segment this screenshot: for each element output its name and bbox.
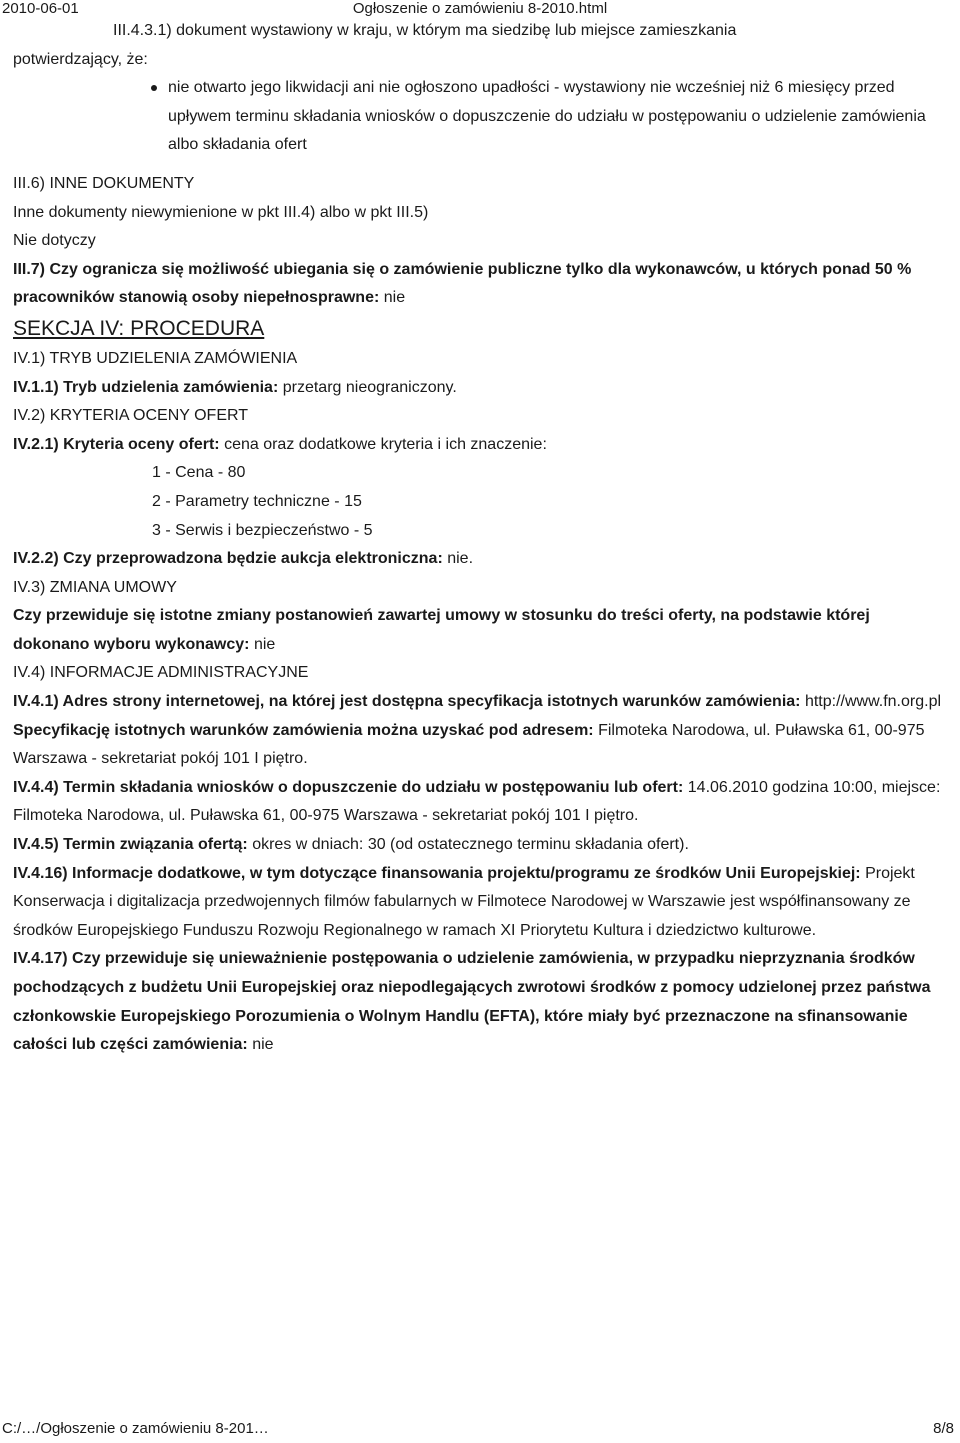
question-label: IV.2.1) Kryteria oceny ofert: xyxy=(13,435,220,453)
question-label: IV.4.4) Termin składania wniosków o dopuszczenie do udziału w postępowaniu lub ofert: xyxy=(13,778,684,796)
bullet-list xyxy=(13,74,948,160)
paragraph xyxy=(13,688,948,717)
paragraph: Inne dokumenty niewymienione w pkt III.4) albo w pkt III.5) xyxy=(13,203,429,221)
list-item: nie otwarto jego likwidacji ani nie ogłoszono upadłości - wystawiony nie wcześniej niż 6 miesięcy przed upływem terminu składania wniosków o dopuszczenie do udziału w postępowaniu o udzielenie zamówienia albo składania ofert xyxy=(168,74,948,160)
answer-value: nie xyxy=(253,635,276,653)
question-label: IV.4.1) Adres strony internetowej, na której jest dostępna specyfikacja istotnych warunków zamówienia: xyxy=(13,693,801,711)
file-path: C:/…/Ogłoszenie o zamówieniu 8-201… xyxy=(2,1420,269,1437)
paragraph: Nie dotyczy xyxy=(13,232,96,250)
answer-value: nie xyxy=(252,1036,274,1054)
answer-value: Projekt Konserwacja i digitalizacja przedwojennych filmów fabularnych w Filmotece Narodowej w Warszawie jest współfinansowany ze środków Europejskiego Funduszu Rozwoju Regionalnego w ramach XI Priorytetu Kultura i dziedzictwo kulturowe. xyxy=(13,864,915,939)
question-label: III.7) Czy ogranicza się możliwość ubiegania się o zamówienie publiczne tylko dla wykonawców, u których ponad 50 % pracowników stanowią osoby niepełnosprawne: xyxy=(13,260,912,307)
paragraph xyxy=(13,431,948,460)
print-footer xyxy=(0,1420,960,1440)
print-date: 2010-06-01 xyxy=(2,0,79,17)
answer-value: cena oraz dodatkowe kryteria i ich znaczenie: xyxy=(224,435,547,453)
answer-value: Filmoteka Narodowa, ul. Puławska 61, 00-975 Warszawa - sekretariat pokój 101 I piętro. xyxy=(13,721,925,768)
paragraph xyxy=(13,256,948,313)
question-label: IV.1.1) Tryb udzielenia zamówienia: xyxy=(13,378,279,396)
print-title: Ogłoszenie o zamówieniu 8-2010.html xyxy=(352,0,608,17)
criterion-item: 2 - Parametry techniczne - 15 xyxy=(152,492,362,510)
section-heading: IV.1) TRYB UDZIELENIA ZAMÓWIENIA xyxy=(13,349,298,367)
paragraph xyxy=(13,831,948,860)
paragraph: III.4.3.1) dokument wystawiony w kraju, w którym ma siedzibę lub miejsce zamieszkania xyxy=(113,22,737,39)
section-heading: IV.3) ZMIANA UMOWY xyxy=(13,578,177,596)
answer-value: przetarg nieograniczony. xyxy=(282,378,457,396)
question-label: Czy przewiduje się istotne zmiany postanowień zawartej umowy w stosunku do treści oferty, na podstawie której dokonano wyboru wykonawcy: xyxy=(13,607,870,653)
criterion-item: 3 - Serwis i bezpieczeństwo - 5 xyxy=(152,521,373,539)
section-heading: IV.2) KRYTERIA OCENY OFERT xyxy=(13,407,249,425)
paragraph xyxy=(13,945,948,1059)
section-heading: IV.4) INFORMACJE ADMINISTRACYJNE xyxy=(13,664,309,682)
question-label: IV.4.17) Czy przewiduje się unieważnienie postępowania o udzielenie zamówienia, w przypadku nieprzyznania środków pochodzących z budżetu Unii Europejskiej oraz niepodlegających zwrotowi środków z pomocy udzielonej przez państwa członkowskie Europejskiego Porozumienia o Wolnym Handlu (EFTA), które miały być przeznaczone na sfinansowanie całości lub części zamówienia: xyxy=(13,950,931,1054)
criterion-item: 1 - Cena - 80 xyxy=(152,464,246,482)
paragraph xyxy=(13,774,948,831)
answer-value: 14.06.2010 godzina 10:00, miejsce: Filmoteka Narodowa, ul. Puławska 61, 00-975 Warszawa - sekretariat pokój 101 I piętro. xyxy=(13,778,941,825)
paragraph xyxy=(13,545,948,574)
question-label: Specyfikację istotnych warunków zamówienia można uzyskać pod adresem: xyxy=(13,721,594,739)
url-value: http://www.fn.org.pl xyxy=(804,693,942,711)
paragraph: potwierdzający, że: xyxy=(13,50,148,68)
answer-value: nie. xyxy=(447,550,474,568)
page-title: SEKCJA IV: PROCEDURA xyxy=(13,316,265,340)
question-label: IV.4.16) Informacje dodatkowe, w tym dotyczące finansowania projektu/programu ze środków Unii Europejskiej: xyxy=(13,864,861,882)
paragraph xyxy=(13,717,948,774)
question-label: IV.2.2) Czy przeprowadzona będzie aukcja elektroniczna: xyxy=(13,550,443,568)
paragraph xyxy=(13,860,948,946)
section-heading: III.6) INNE DOKUMENTY xyxy=(13,174,195,192)
question-label: IV.4.5) Termin związania ofertą: xyxy=(13,836,248,854)
document-body xyxy=(13,17,948,1060)
paragraph xyxy=(13,374,948,403)
paragraph xyxy=(13,602,948,659)
answer-value: nie xyxy=(383,289,406,307)
page-number: 8/8 xyxy=(933,1420,954,1437)
answer-value: okres w dniach: 30 (od ostatecznego terminu składania ofert). xyxy=(252,836,689,854)
